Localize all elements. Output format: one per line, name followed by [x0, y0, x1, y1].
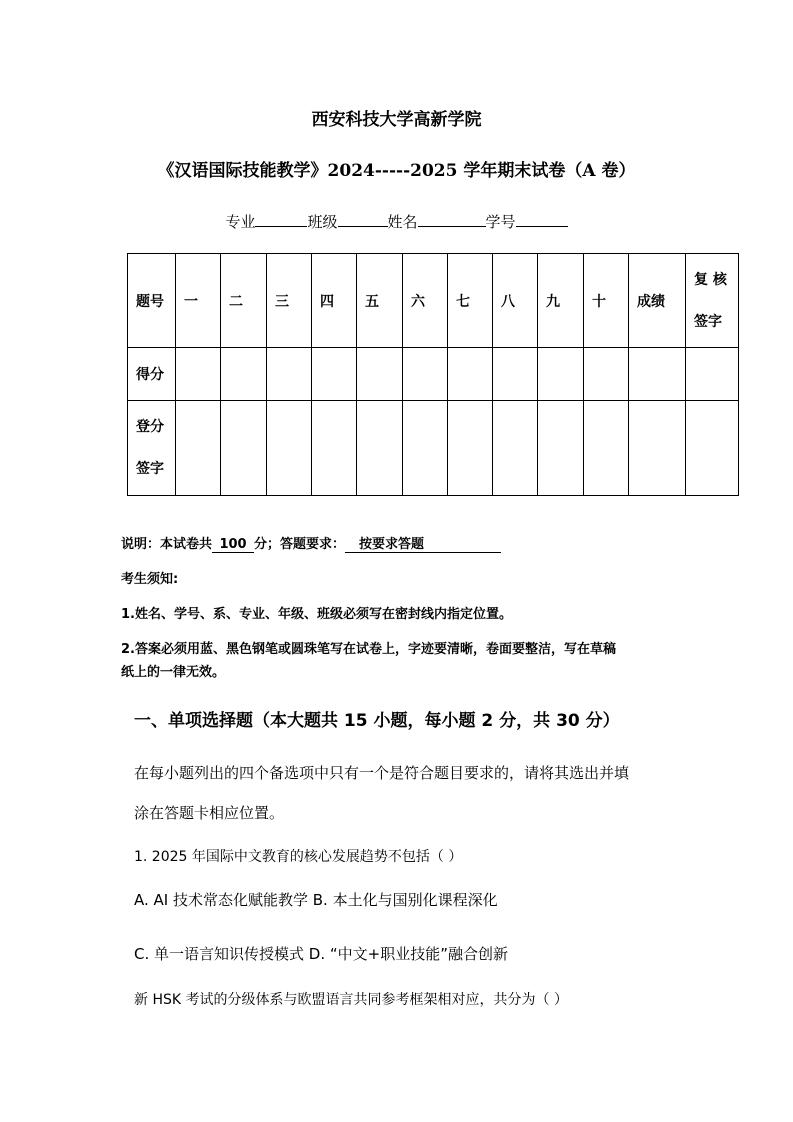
- score-cell[interactable]: [221, 348, 267, 401]
- score-cell[interactable]: [538, 348, 584, 401]
- sign-label-line1: 登分: [136, 419, 164, 435]
- sign-cell[interactable]: [493, 401, 538, 496]
- score-cell[interactable]: [584, 348, 629, 401]
- school-title: 西安科技大学高新学院: [311, 110, 482, 130]
- sign-cell[interactable]: [221, 401, 267, 496]
- header-cell: 题号: [128, 254, 176, 348]
- question-number-row: [128, 254, 739, 348]
- score-cell[interactable]: [686, 348, 739, 401]
- score-cell[interactable]: [312, 348, 357, 401]
- major-blank[interactable]: [255, 210, 307, 227]
- header-cell: 六: [403, 254, 448, 348]
- sign-label-line2: 签字: [136, 461, 164, 477]
- score-cell[interactable]: [493, 348, 538, 401]
- rule-2-line1: 2.答案必须用蓝、黑色钢笔或圆珠笔写在试卷上，字迹要清晰，卷面要整洁，写在草稿: [121, 642, 616, 657]
- exam-description: [121, 533, 501, 553]
- sign-cell[interactable]: [686, 401, 739, 496]
- header-cell: 成绩: [629, 254, 686, 348]
- score-table: [127, 253, 739, 496]
- major-label: 专业: [225, 213, 256, 231]
- desc-prefix: 说明：本试卷共: [121, 537, 213, 552]
- sign-row: [128, 401, 739, 496]
- sign-cell[interactable]: [403, 401, 448, 496]
- section-1-title: 一、单项选择题（本大题共 15 小题，每小题 2 分，共 30 分）: [134, 711, 620, 731]
- rule-1: 1.姓名、学号、系、专业、年级、班级必须写在密封线内指定位置。: [121, 607, 512, 622]
- sign-cell[interactable]: [357, 401, 403, 496]
- score-cell[interactable]: [403, 348, 448, 401]
- score-cell[interactable]: [357, 348, 403, 401]
- header-cell: 三: [267, 254, 312, 348]
- sign-cell[interactable]: [267, 401, 312, 496]
- section-intro-line2: 涂在答题卡相应位置。: [134, 804, 285, 822]
- desc-mid: 分；答题要求：: [254, 537, 346, 552]
- review-sign-header: [686, 254, 739, 348]
- sign-cell[interactable]: [538, 401, 584, 496]
- header-cell: 二: [221, 254, 267, 348]
- question-1: 1. 2025 年国际中文教育的核心发展趋势不包括（ ）: [134, 849, 463, 865]
- header-cell: 九: [538, 254, 584, 348]
- header-cell: 十: [584, 254, 629, 348]
- class-blank[interactable]: [338, 210, 388, 227]
- question-2: 新 HSK 考试的分级体系与欧盟语言共同参考框架相对应，共分为（ ）: [134, 992, 568, 1008]
- class-label: 班级: [307, 213, 338, 231]
- sign-cell[interactable]: [448, 401, 493, 496]
- score-cell[interactable]: [267, 348, 312, 401]
- score-cell[interactable]: [176, 348, 221, 401]
- rule-2-line2: 纸上的一律无效。: [121, 665, 226, 680]
- header-cell: 一: [176, 254, 221, 348]
- sign-cell[interactable]: [629, 401, 686, 496]
- student-id-blank[interactable]: [516, 210, 568, 227]
- score-row-label: 得分: [128, 348, 176, 401]
- header-cell: 四: [312, 254, 357, 348]
- score-cell[interactable]: [629, 348, 686, 401]
- header-cell: 八: [493, 254, 538, 348]
- score-row: [128, 348, 739, 401]
- name-label: 姓名: [387, 213, 418, 231]
- student-id-label: 学号: [485, 213, 516, 231]
- answer-requirement: 按要求答题: [345, 533, 501, 553]
- review-label-line2: 签字: [694, 313, 722, 330]
- question-1-options-ab: A. AI 技术常态化赋能教学 B. 本土化与国别化课程深化: [134, 891, 498, 909]
- header-cell: 五: [357, 254, 403, 348]
- sign-row-label: [128, 401, 176, 496]
- total-score: 100: [212, 537, 254, 553]
- exam-title: 《汉语国际技能教学》2024-----2025 学年期末试卷（A 卷）: [157, 161, 636, 181]
- sign-cell[interactable]: [312, 401, 357, 496]
- student-info-line: [0, 210, 793, 232]
- question-1-options-cd: C. 单一语言知识传授模式 D. “中文+职业技能”融合创新: [134, 945, 508, 963]
- sign-cell[interactable]: [584, 401, 629, 496]
- sign-cell[interactable]: [176, 401, 221, 496]
- name-blank[interactable]: [418, 210, 486, 227]
- header-cell: 七: [448, 254, 493, 348]
- review-label-line1: 复 核: [694, 271, 727, 288]
- section-intro-line1: 在每小题列出的四个备选项中只有一个是符合题目要求的，请将其选出并填: [134, 764, 630, 782]
- score-cell[interactable]: [448, 348, 493, 401]
- notice-title: 考生须知:: [121, 572, 179, 587]
